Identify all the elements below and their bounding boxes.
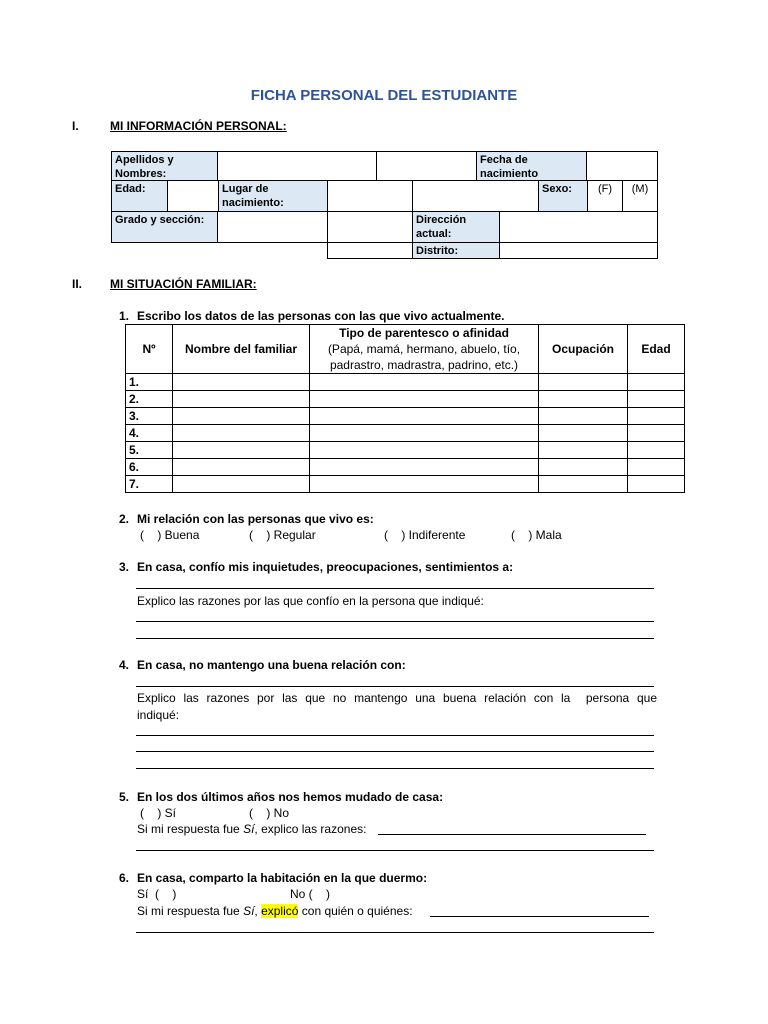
q1-text: Escribo los datos de las personas con las que vivo actualmente. [137,309,505,323]
q6-text: En casa, comparto la habitación en la que duermo: [137,871,428,885]
q2-text: Mi relación con las personas que vivo es: [137,512,374,526]
q4-explain-line-1[interactable] [136,735,654,736]
q6-follow-up [137,904,413,918]
col-header-tipo [310,325,539,374]
lugar-label-line1: Lugar de [222,183,269,195]
col-header-tipo-line3: padrastro, madrastra, padrino, etc.) [329,358,519,372]
ocupacion-cell[interactable] [539,442,628,459]
col-header-edad: Edad [628,325,685,374]
edad-cell[interactable] [628,442,685,459]
table-row [126,476,685,493]
nombre-cell[interactable] [173,459,310,476]
col-header-n: Nº [126,325,173,374]
nombre-cell[interactable] [173,425,310,442]
q6-option-si[interactable]: Sí ( ) [137,887,177,901]
edad-cell[interactable] [628,459,685,476]
q5-follow-pre: Si mi respuesta fue [137,822,244,836]
table-row [126,425,685,442]
q5-number: 5. [119,790,130,804]
direccion-label-line2: actual: [416,228,452,240]
lugar-field-2[interactable] [412,180,539,212]
q6-follow-highlight: explicó [261,904,299,918]
q3-explain-line-2[interactable] [136,638,654,639]
q5-reason-line-inline[interactable] [378,834,646,835]
table-row [126,408,685,425]
family-table-header [126,325,685,374]
edad-cell[interactable] [628,425,685,442]
row-number: 3. [126,408,173,425]
ocupacion-cell[interactable] [539,476,628,493]
grado-label: Grado y sección: [111,211,218,243]
tipo-cell[interactable] [310,442,539,459]
q2-option-mala[interactable]: ( ) Mala [511,528,562,542]
table-row [126,391,685,408]
ocupacion-cell[interactable] [539,459,628,476]
edad-cell[interactable] [628,408,685,425]
q3-number: 3. [119,560,130,574]
q6-option-no[interactable]: No ( ) [290,887,331,901]
q6-follow-mid: , [254,904,262,918]
tipo-cell[interactable] [310,476,539,493]
q1-number: 1. [119,309,130,323]
distrito-blank [327,242,413,259]
col-header-tipo-line2: (Papá, mamá, hermano, abuelo, tío, [327,342,521,356]
apellidos-label-line1: Apellidos y [115,154,174,166]
row-number: 4. [126,425,173,442]
q3-explain-line-1[interactable] [136,621,654,622]
direccion-field[interactable] [499,211,658,243]
q6-who-line-inline[interactable] [430,916,649,917]
sexo-option-f[interactable]: (F) [587,180,623,212]
apellidos-label [111,151,218,181]
q2-option-buena[interactable]: ( ) Buena [140,528,200,542]
q5-follow-up [137,822,366,836]
family-table [125,324,685,493]
q2-option-regular[interactable]: ( ) Regular [249,528,316,542]
table-row [126,374,685,391]
edad-cell[interactable] [628,476,685,493]
q3-text: En casa, confío mis inquietudes, preocupaciones, sentimientos a: [137,560,514,574]
q4-answer-line[interactable] [136,686,654,687]
row-number: 5. [126,442,173,459]
page-title: FICHA PERSONAL DEL ESTUDIANTE [250,87,518,104]
ocupacion-cell[interactable] [539,391,628,408]
q5-text: En los dos últimos años nos hemos mudado de casa: [137,790,444,804]
q5-reason-line[interactable] [136,850,654,851]
q3-explain: Explico las razones por las que confío en la persona que indiqué: [137,594,484,608]
q4-explain-line-3[interactable] [136,768,654,769]
q5-follow-post: , explico las razones: [254,822,367,836]
ocupacion-cell[interactable] [539,374,628,391]
col-header-ocupacion: Ocupación [539,325,628,374]
edad-field[interactable] [167,180,219,212]
q2-option-indiferente[interactable]: ( ) Indiferente [384,528,466,542]
tipo-cell[interactable] [310,408,539,425]
section-2-number: II. [72,277,83,291]
nombre-cell[interactable] [173,442,310,459]
table-row [126,459,685,476]
grado-field-2[interactable] [327,211,413,243]
q5-follow-si: Sí [243,822,255,836]
q2-number: 2. [119,512,130,526]
q6-who-line[interactable] [136,932,654,933]
apellidos-field[interactable] [217,151,377,181]
apellidos-label-line2: Nombres: [115,168,167,180]
q6-follow-post: con quién o quiénes: [298,904,413,918]
apellidos-field-2[interactable] [376,151,477,181]
tipo-cell[interactable] [310,391,539,408]
q6-number: 6. [119,871,130,885]
section-2-title: MI SITUACIÓN FAMILIAR: [110,277,257,291]
ocupacion-cell[interactable] [539,425,628,442]
sexo-label: Sexo: [538,180,588,212]
distrito-field[interactable] [499,242,658,259]
tipo-cell[interactable] [310,425,539,442]
tipo-cell[interactable] [310,374,539,391]
row-number: 1. [126,374,173,391]
sexo-option-m[interactable]: (M) [622,180,658,212]
edad-cell[interactable] [628,374,685,391]
q4-explain-line2: indiqué: [137,708,180,722]
q4-text: En casa, no mantengo una buena relación con: [137,658,406,672]
q6-follow-si: Sí [243,904,255,918]
q4-explain-line1: Explico las razones por las que no mantengo una buena relación con la persona que [137,691,657,705]
edad-cell[interactable] [628,391,685,408]
fecha-label-line2: nacimiento [480,168,539,180]
fecha-field[interactable] [586,151,658,181]
direccion-label-line1: Dirección [416,214,467,226]
row-number: 2. [126,391,173,408]
lugar-field[interactable] [327,180,413,212]
q6-follow-pre: Si mi respuesta fue [137,904,244,918]
col-header-nombre: Nombre del familiar [173,325,310,374]
fecha-label-line1: Fecha de [480,154,528,166]
q5-option-si[interactable]: ( ) Sí [140,806,176,820]
col-header-tipo-title: Tipo de parentesco o afinidad [339,326,509,340]
direccion-label [412,211,500,243]
nombre-cell[interactable] [173,408,310,425]
distrito-label: Distrito: [412,242,500,259]
table-row [126,442,685,459]
q5-option-no[interactable]: ( ) No [249,806,290,820]
section-1-number: I. [72,119,79,133]
edad-label: Edad: [111,180,168,212]
grado-field[interactable] [217,211,328,243]
q4-explain-line-2[interactable] [136,751,654,752]
q3-answer-line[interactable] [136,588,654,589]
fecha-label [476,151,587,181]
lugar-label [218,180,328,212]
nombre-cell[interactable] [173,476,310,493]
tipo-cell[interactable] [310,459,539,476]
section-1-title: MI INFORMACIÓN PERSONAL: [110,119,287,133]
ocupacion-cell[interactable] [539,408,628,425]
q4-number: 4. [119,658,130,672]
nombre-cell[interactable] [173,374,310,391]
row-number: 7. [126,476,173,493]
nombre-cell[interactable] [173,391,310,408]
lugar-label-line2: nacimiento: [222,197,284,209]
row-number: 6. [126,459,173,476]
